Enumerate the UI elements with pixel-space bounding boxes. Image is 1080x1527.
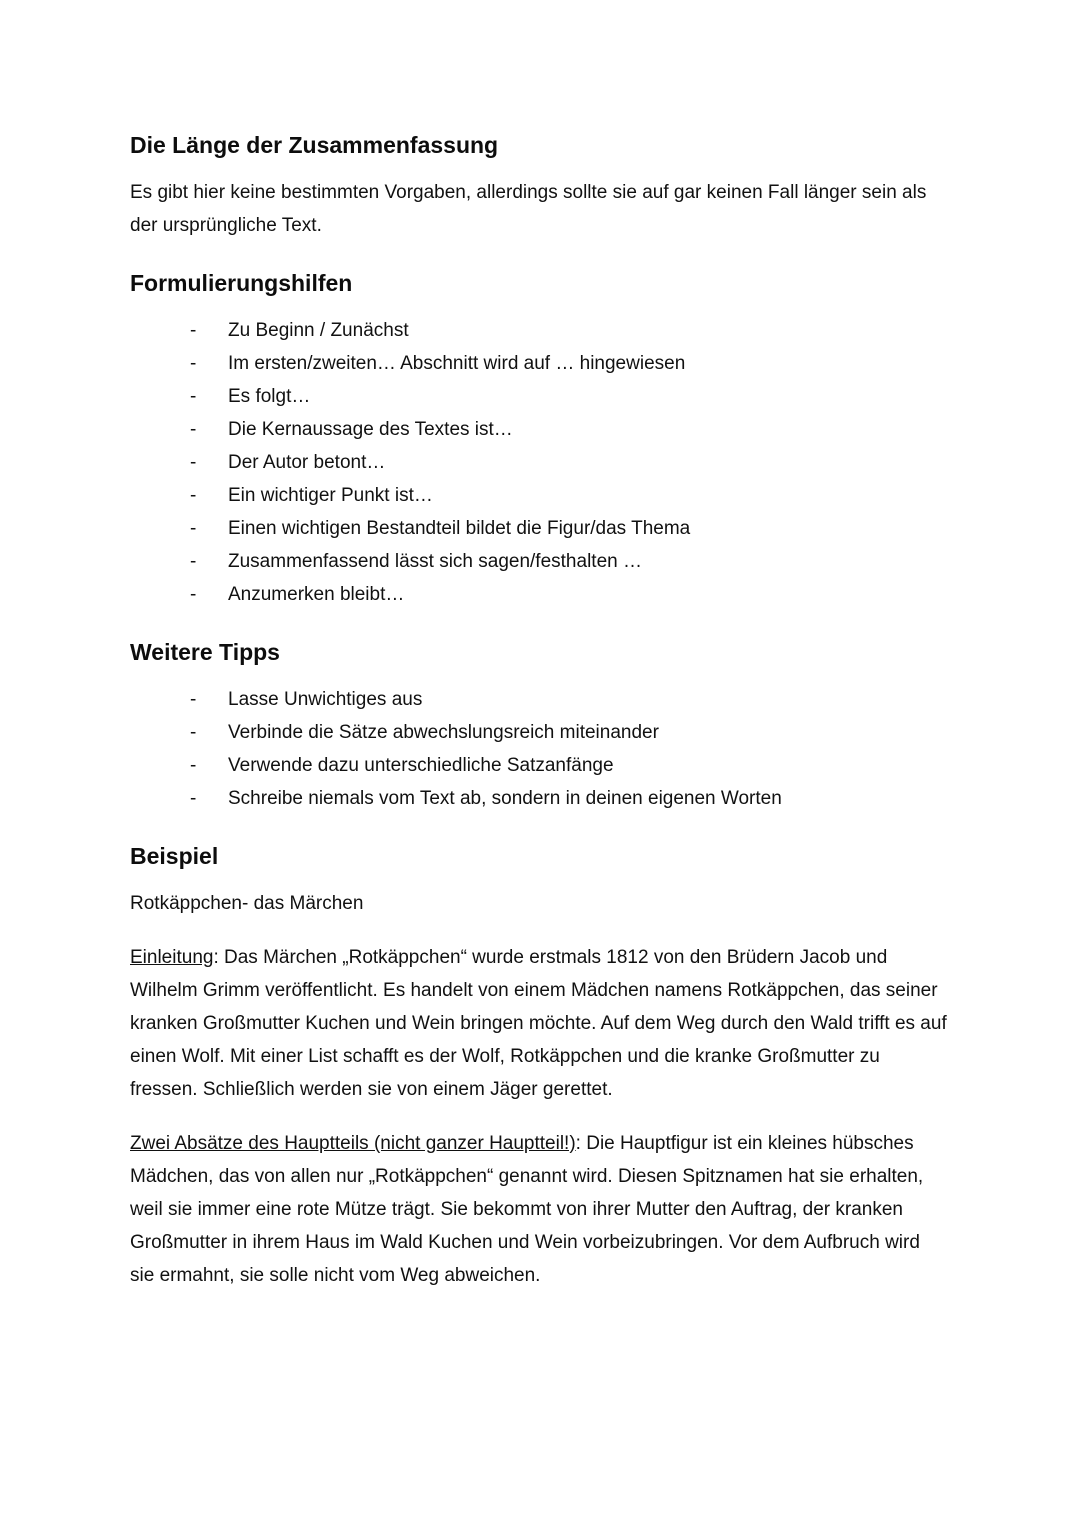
list-item xyxy=(130,413,948,446)
heading-formulierungshilfen: Formulierungshilfen xyxy=(130,270,353,296)
list-item xyxy=(130,479,948,512)
list-item xyxy=(130,545,948,578)
dash-marker: - xyxy=(190,689,197,710)
list-item xyxy=(130,578,948,611)
dash-marker: - xyxy=(190,320,197,341)
list-item-text: Anzumerken bleibt… xyxy=(228,584,405,605)
list-item xyxy=(130,380,948,413)
list-item-text: Schreibe niemals vom Text ab, sondern in deinen eigenen Worten xyxy=(228,788,782,809)
list-item xyxy=(130,446,948,479)
list-item-text: Zusammenfassend lässt sich sagen/festhalten … xyxy=(228,551,642,572)
dash-marker: - xyxy=(190,722,197,743)
dash-marker: - xyxy=(190,386,197,407)
beispiel-subtitle: Rotkäppchen- das Märchen xyxy=(130,893,364,914)
dash-marker: - xyxy=(190,485,197,506)
list-item-text: Im ersten/zweiten… Abschnitt wird auf … hingewiesen xyxy=(228,353,686,374)
heading-beispiel: Beispiel xyxy=(130,843,219,869)
list-item-text: Die Kernaussage des Textes ist… xyxy=(228,419,513,440)
list-item xyxy=(130,749,948,782)
list-item-text: Es folgt… xyxy=(228,386,311,407)
list-item-text: Lasse Unwichtiges aus xyxy=(228,689,423,710)
heading-laenge-der-zusammenfassung: Die Länge der Zusammenfassung xyxy=(130,132,499,158)
hauptteil-text: : Die Hauptfigur ist ein kleines hübsches Mädchen, das von allen nur „Rotkäppchen“ genannt wird. Diesen Spitznamen hat sie erhalten, weil sie immer eine rote Mütze trägt. Sie bekommt von ihrer Mutter den Auftrag, der kranken Großmutter in ihrem Haus im Wald Kuchen und Wein vorbeizubringen. Vor dem Aufbruch wird sie ermahnt, sie solle nicht vom Weg abweichen. xyxy=(130,1133,924,1286)
dash-marker: - xyxy=(190,452,197,473)
dash-marker: - xyxy=(190,419,197,440)
list-item xyxy=(130,314,948,347)
einleitung-label: Einleitung xyxy=(130,947,214,968)
dash-marker: - xyxy=(190,551,197,572)
paragraph-hauptteil xyxy=(130,1127,948,1292)
heading-weitere-tipps: Weitere Tipps xyxy=(130,639,280,665)
dash-marker: - xyxy=(190,755,197,776)
dash-marker: - xyxy=(190,518,197,539)
list-item xyxy=(130,782,948,815)
list-item-text: Zu Beginn / Zunächst xyxy=(228,320,409,341)
formulierungshilfen-list xyxy=(130,314,948,611)
list-item-text: Verwende dazu unterschiedliche Satzanfänge xyxy=(228,755,614,776)
list-item xyxy=(130,716,948,749)
paragraph-einleitung xyxy=(130,941,948,1106)
dash-marker: - xyxy=(190,353,197,374)
hauptteil-label: Zwei Absätze des Hauptteils (nicht ganzer Hauptteil!) xyxy=(130,1133,576,1154)
list-item xyxy=(130,347,948,380)
list-item-text: Verbinde die Sätze abwechslungsreich miteinander xyxy=(228,722,659,743)
dash-marker: - xyxy=(190,584,197,605)
list-item xyxy=(130,512,948,545)
weitere-tipps-list xyxy=(130,683,948,815)
dash-marker: - xyxy=(190,788,197,809)
list-item-text: Der Autor betont… xyxy=(228,452,386,473)
einleitung-text: : Das Märchen „Rotkäppchen“ wurde erstmals 1812 von den Brüdern Jacob und Wilhelm Grimm veröffentlicht. Es handelt von einem Mädchen namens Rotkäppchen, das seiner kranken Großmutter Kuchen und Wein bringen möchte. Auf dem Weg durch den Wald trifft es auf einen Wolf. Mit einer List schafft es der Wolf, Rotkäppchen und die kranke Großmutter zu fressen. Schließlich werden sie von einem Jäger gerettet. xyxy=(130,947,947,1100)
list-item-text: Ein wichtiger Punkt ist… xyxy=(228,485,433,506)
list-item-text: Einen wichtigen Bestandteil bildet die Figur/das Thema xyxy=(228,518,691,539)
paragraph-laenge: Es gibt hier keine bestimmten Vorgaben, allerdings sollte sie auf gar keinen Fall länger sein als der ursprüngliche Text. xyxy=(130,182,927,236)
list-item xyxy=(130,683,948,716)
